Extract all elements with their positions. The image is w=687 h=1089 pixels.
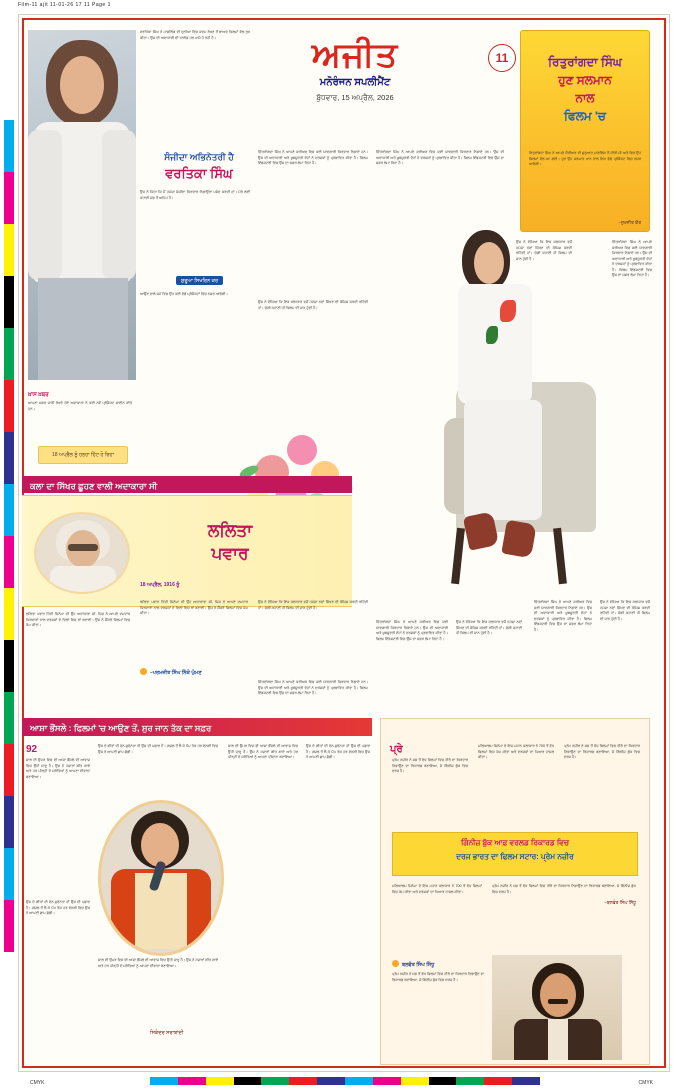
printer-mark-top: Film-11 ajit 11-01-26 17 11 Page 1 [18,2,111,8]
sidebar-note [28,392,132,412]
chitrangada-body-col7: ਚਿੱਤਰਾਂਗਦਾ ਸਿੰਘ ਨੇ ਆਪਣੇ ਕਰੀਅਰ ਵਿਚ ਕਈ ਯਾਦਗਾਰੀ ਕਿਰਦਾਰ ਨਿਭਾਏ ਹਨ। ਉਸ ਦੀ ਅਦਾਕਾਰੀ ਅਤੇ ਖ਼ੂਬਸੂਰਤੀ ਦੋਹਾਂ ਨੇ ਦਰਸ਼ਕਾਂ ਨੂੰ ਪ੍ਰਭਾਵਿਤ ਕੀਤਾ ਹੈ। ਫਿਲਮ ਇੰਡਸਟਰੀ ਵਿਚ ਉਸ ਦਾ ਸਫ਼ਰ ਲੰਮਾ ਰਿਹਾ ਹੈ। [534,600,592,632]
sidebar-note-body: ਆਪਣਾ ਸਫ਼ਰ ਜਾਰੀ ਰੱਖਦੇ ਹੋਏ ਅਦਾਕਾਰਾ ਨੇ ਕਈ ਨਵੇਂ ਪ੍ਰੋਜੈਕਟ ਸਾਈਨ ਕੀਤੇ ਹਨ। [28,401,132,411]
chitrangada-body-col6: ਉਸ ਨੇ ਦੱਸਿਆ ਕਿ ਇਕ ਕਲਾਕਾਰ ਵਜੋਂ ਹਮੇਸ਼ਾ ਨਵਾਂ ਸਿੱਖਣ ਦੀ ਕੋਸ਼ਿਸ਼ ਕਰਦੀ ਰਹਿੰਦੀ ਹਾਂ। ਚੰਗੀ ਕਹਾਣੀ ਹੀ ਫਿਲਮ ਦੀ ਜਾਨ ਹੁੰਦੀ ਹੈ। [456,620,522,636]
bullet-icon-2 [392,960,399,967]
lalita-body-col2: ਲਲਿਤਾ ਪਵਾਰ ਹਿੰਦੀ ਸਿਨੇਮਾ ਦੀ ਉਹ ਅਦਾਕਾਰਾ ਸੀ, ਜਿਸ ਨੇ ਆਪਣੇ ਦਮਦਾਰ ਕਿਰਦਾਰਾਂ ਨਾਲ ਦਰਸ਼ਕਾਂ ਦੇ ਦਿਲਾਂ ਵਿਚ ਥਾਂ ਬਣਾਈ। ਉਸ ਨੇ ਸੈਂਕੜੇ ਫਿਲਮਾਂ ਵਿਚ ਕੰਮ ਕੀਤਾ। [140,600,248,616]
promo-box-chitrangada [520,30,650,232]
publication-date: ਬੁੱਧਵਾਰ, 15 ਅਪ੍ਰੈਲ, 2026 [316,93,394,102]
premnazir-body-col5: ਪ੍ਰੇਮ ਨਜ਼ੀਰ ਨੇ ਸਭ ਤੋਂ ਵੱਧ ਫਿਲਮਾਂ ਵਿਚ ਹੀਰੋ ਦਾ ਕਿਰਦਾਰ ਨਿਭਾਉਣ ਦਾ ਰਿਕਾਰਡ ਬਣਾਇਆ, ਜੋ ਗਿੰਨੀਜ਼ ਬੁੱਕ ਵਿਚ ਦਰਜ ਹੈ। [492,884,636,894]
photo-prem-nazir [492,955,622,1060]
premnazir-body-col4: ਮਲਿਆਲਮ ਸਿਨੇਮਾ ਦੇ ਇਸ ਮਹਾਨ ਕਲਾਕਾਰ ਨੇ 700 ਤੋਂ ਵੱਧ ਫਿਲਮਾਂ ਵਿਚ ਕੰਮ ਕੀਤਾ ਅਤੇ ਦਰਸ਼ਕਾਂ ਦਾ ਪਿਆਰ ਹਾਸਲ ਕੀਤਾ। [392,884,482,894]
asha-band-text: ਆਸ਼ਾ ਭੌਂਸਲੇ : ਫਿਲਮਾਂ 'ਚ ਆਉਣ ਤੋਂ, ਸੁਰ ਜਾਨ ਤੱਕ ਦਾ ਸਫ਼ਰ [30,723,212,733]
chitrangada-side-col: ਉਸ ਨੇ ਦੱਸਿਆ ਕਿ ਇਕ ਕਲਾਕਾਰ ਵਜੋਂ ਹਮੇਸ਼ਾ ਨਵਾਂ ਸਿੱਖਣ ਦੀ ਕੋਸ਼ਿਸ਼ ਕਰਦੀ ਰਹਿੰਦੀ ਹਾਂ। ਚੰਗੀ ਕਹਾਣੀ ਹੀ ਫਿਲਮ ਦੀ ਜਾਨ ਹੁੰਦੀ ਹੈ। [516,240,572,261]
cmyk-color-bar [150,1077,540,1085]
chitrangada-side-col2: ਚਿੱਤਰਾਂਗਦਾ ਸਿੰਘ ਨੇ ਆਪਣੇ ਕਰੀਅਰ ਵਿਚ ਕਈ ਯਾਦਗਾਰੀ ਕਿਰਦਾਰ ਨਿਭਾਏ ਹਨ। ਉਸ ਦੀ ਅਦਾਕਾਰੀ ਅਤੇ ਖ਼ੂਬਸੂਰਤੀ ਦੋਹਾਂ ਨੇ ਦਰਸ਼ਕਾਂ ਨੂੰ ਪ੍ਰਭਾਵਿਤ ਕੀਤਾ ਹੈ। ਫਿਲਮ ਇੰਡਸਟਰੀ ਵਿਚ ਉਸ ਦਾ ਸਫ਼ਰ ਲੰਮਾ ਰਿਹਾ ਹੈ। [612,240,652,278]
chitrangada-body-col8: ਉਸ ਨੇ ਦੱਸਿਆ ਕਿ ਇਕ ਕਲਾਕਾਰ ਵਜੋਂ ਹਮੇਸ਼ਾ ਨਵਾਂ ਸਿੱਖਣ ਦੀ ਕੋਸ਼ਿਸ਼ ਕਰਦੀ ਰਹਿੰਦੀ ਹਾਂ। ਚੰਗੀ ਕਹਾਣੀ ਹੀ ਫਿਲਮ ਦੀ ਜਾਨ ਹੁੰਦੀ ਹੈ। [600,600,650,621]
asha-caption: ਸਿਕੰਦਰ ਸਰਾਬਾਂਦੀ [150,1030,184,1036]
printer-mark-bottom-left: CMYK [30,1080,45,1086]
asha-body-col4: ਉਸ ਦੇ ਗੀਤਾਂ ਦੀ ਵੰਨ-ਸੁਵੰਨਤਾ ਹੀ ਉਸ ਦੀ ਪਛਾਣ ਹੈ। ਗ਼ਜ਼ਲ ਤੋਂ ਲੈ ਕੇ ਪੌਪ ਤੱਕ ਹਰ ਵੰਨਗੀ ਵਿਚ ਉਸ ਨੇ ਆਪਣੀ ਛਾਪ ਛੱਡੀ। [306,744,370,760]
printer-mark-bottom-right: CMYK [638,1080,653,1086]
lalita-body-col1: ਲਲਿਤਾ ਪਵਾਰ ਹਿੰਦੀ ਸਿਨੇਮਾ ਦੀ ਉਹ ਅਦਾਕਾਰਾ ਸੀ, ਜਿਸ ਨੇ ਆਪਣੇ ਦਮਦਾਰ ਕਿਰਦਾਰਾਂ ਨਾਲ ਦਰਸ਼ਕਾਂ ਦੇ ਦਿਲਾਂ ਵਿਚ ਥਾਂ ਬਣਾਈ। ਉਸ ਨੇ ਸੈਂਕੜੇ ਫਿਲਮਾਂ ਵਿਚ ਕੰਮ ਕੀਤਾ। [26,612,130,628]
vartika-body-bottom: ਆਉਣ ਵਾਲੇ ਸਮੇਂ ਵਿਚ ਉਹ ਕਈ ਵੱਡੇ ਪ੍ਰੋਜੈਕਟਾਂ ਵਿਚ ਨਜ਼ਰ ਆਵੇਗੀ। [140,292,228,296]
chitrangada-body-col2: ਚਿੱਤਰਾਂਗਦਾ ਸਿੰਘ ਨੇ ਆਪਣੇ ਕਰੀਅਰ ਵਿਚ ਕਈ ਯਾਦਗਾਰੀ ਕਿਰਦਾਰ ਨਿਭਾਏ ਹਨ। ਉਸ ਦੀ ਅਦਾਕਾਰੀ ਅਤੇ ਖ਼ੂਬਸੂਰਤੀ ਦੋਹਾਂ ਨੇ ਦਰਸ਼ਕਾਂ ਨੂੰ ਪ੍ਰਭਾਵਿਤ ਕੀਤਾ ਹੈ। ਫਿਲਮ ਇੰਡਸਟਰੀ ਵਿਚ ਉਸ ਦਾ ਸਫ਼ਰ ਲੰਮਾ ਰਿਹਾ ਹੈ। [376,150,504,166]
promo-line-3: ਨਾਲ [575,91,595,105]
asha-drop-cap: 92 [26,744,38,755]
photo-vartika-singh [28,30,136,380]
vartika-body-mid: ਉਸ ਨੇ ਕਿਹਾ ਕਿ ਮੈਂ ਹਮੇਸ਼ਾ ਸੰਜੀਦਾ ਕਿਰਦਾਰ ਨਿਭਾਉਣਾ ਪਸੰਦ ਕਰਦੀ ਹਾਂ। ਮੇਰੇ ਲਈ ਕਹਾਣੀ ਸਭ ਤੋਂ ਅਹਿਮ ਹੈ। [140,190,250,200]
premnazir-band-line2: ਦਰਜ ਭਾਰਤ ਦਾ ਫਿਲਮ ਸਟਾਰ: ਪ੍ਰੇਮ ਨਜ਼ੀਰ [456,852,574,861]
premnazir-highlight-band [392,832,638,876]
photo-lalita-pawar [34,512,130,594]
promo-line-4: ਫਿਲਮ 'ਚ [564,109,606,123]
premnazir-body-col3: ਪ੍ਰੇਮ ਨਜ਼ੀਰ ਨੇ ਸਭ ਤੋਂ ਵੱਧ ਫਿਲਮਾਂ ਵਿਚ ਹੀਰੋ ਦਾ ਕਿਰਦਾਰ ਨਿਭਾਉਣ ਦਾ ਰਿਕਾਰਡ ਬਣਾਇਆ, ਜੋ ਗਿੰਨੀਜ਼ ਬੁੱਕ ਵਿਚ ਦਰਜ ਹੈ। [564,744,640,760]
photo-asha-bhosle [98,800,224,956]
premnazir-author-tag: ਬਲਵੰਤ ਸਿੰਘ ਸਿੱਧੂ [392,960,434,968]
premnazir-body-col1: ਪ੍ਰੇਮ ਨਜ਼ੀਰ ਨੇ ਸਭ ਤੋਂ ਵੱਧ ਫਿਲਮਾਂ ਵਿਚ ਹੀਰੋ ਦਾ ਕਿਰਦਾਰ ਨਿਭਾਉਣ ਦਾ ਰਿਕਾਰਡ ਬਣਾਇਆ, ਜੋ ਗਿੰਨੀਜ਼ ਬੁੱਕ ਵਿਚ ਦਰਜ ਹੈ। [392,758,468,774]
chitrangada-body-col4: ਚਿੱਤਰਾਂਗਦਾ ਸਿੰਘ ਨੇ ਆਪਣੇ ਕਰੀਅਰ ਵਿਚ ਕਈ ਯਾਦਗਾਰੀ ਕਿਰਦਾਰ ਨਿਭਾਏ ਹਨ। ਉਸ ਦੀ ਅਦਾਕਾਰੀ ਅਤੇ ਖ਼ੂਬਸੂਰਤੀ ਦੋਹਾਂ ਨੇ ਦਰਸ਼ਕਾਂ ਨੂੰ ਪ੍ਰਭਾਵਿਤ ਕੀਤਾ ਹੈ। ਫਿਲਮ ਇੰਡਸਟਰੀ ਵਿਚ ਉਸ ਦਾ ਸਫ਼ਰ ਲੰਮਾ ਰਿਹਾ ਹੈ। [258,680,368,696]
premnazir-body-col6: ਪ੍ਰੇਮ ਨਜ਼ੀਰ ਨੇ ਸਭ ਤੋਂ ਵੱਧ ਫਿਲਮਾਂ ਵਿਚ ਹੀਰੋ ਦਾ ਕਿਰਦਾਰ ਨਿਭਾਉਣ ਦਾ ਰਿਕਾਰਡ ਬਣਾਇਆ, ਜੋ ਗਿੰਨੀਜ਼ ਬੁੱਕ ਵਿਚ ਦਰਜ ਹੈ। [392,972,484,982]
premnazir-band-line1: ਗਿੰਨੀਜ਼ ਬੁੱਕ ਆਫ਼ ਵਰਲਡ ਰਿਕਾਰਡ ਵਿਚ [460,838,570,847]
sidebar-yellow-box: 18 ਅਪ੍ਰੈਲ ਨੂੰ ਹਨ੍ਹਾ ਹਿੱਟ ਹੋ ਰਿਹਾ [38,446,128,464]
asha-body-col1b: ਉਸ ਦੇ ਗੀਤਾਂ ਦੀ ਵੰਨ-ਸੁਵੰਨਤਾ ਹੀ ਉਸ ਦੀ ਪਛਾਣ ਹੈ। ਗ਼ਜ਼ਲ ਤੋਂ ਲੈ ਕੇ ਪੌਪ ਤੱਕ ਹਰ ਵੰਨਗੀ ਵਿਚ ਉਸ ਨੇ ਆਪਣੀ ਛਾਪ ਛੱਡੀ। [26,900,90,916]
lalita-date-note: 18 ਅਪ੍ਰੈਲ, 1916 ਨੂੰ [140,582,180,588]
chitrangada-body-col1b: ਉਸ ਨੇ ਦੱਸਿਆ ਕਿ ਇਕ ਕਲਾਕਾਰ ਵਜੋਂ ਹਮੇਸ਼ਾ ਨਵਾਂ ਸਿੱਖਣ ਦੀ ਕੋਸ਼ਿਸ਼ ਕਰਦੀ ਰਹਿੰਦੀ ਹਾਂ। ਚੰਗੀ ਕਹਾਣੀ ਹੀ ਫਿਲਮ ਦੀ ਜਾਨ ਹੁੰਦੀ ਹੈ। [258,300,368,310]
asha-body-col2: ਉਸ ਦੇ ਗੀਤਾਂ ਦੀ ਵੰਨ-ਸੁਵੰਨਤਾ ਹੀ ਉਸ ਦੀ ਪਛਾਣ ਹੈ। ਗ਼ਜ਼ਲ ਤੋਂ ਲੈ ਕੇ ਪੌਪ ਤੱਕ ਹਰ ਵੰਨਗੀ ਵਿਚ ਉਸ ਨੇ ਆਪਣੀ ਛਾਪ ਛੱਡੀ। [98,744,218,754]
chitrangada-body-col5: ਚਿੱਤਰਾਂਗਦਾ ਸਿੰਘ ਨੇ ਆਪਣੇ ਕਰੀਅਰ ਵਿਚ ਕਈ ਯਾਦਗਾਰੀ ਕਿਰਦਾਰ ਨਿਭਾਏ ਹਨ। ਉਸ ਦੀ ਅਦਾਕਾਰੀ ਅਤੇ ਖ਼ੂਬਸੂਰਤੀ ਦੋਹਾਂ ਨੇ ਦਰਸ਼ਕਾਂ ਨੂੰ ਪ੍ਰਭਾਵਿਤ ਕੀਤਾ ਹੈ। ਫਿਲਮ ਇੰਡਸਟਰੀ ਵਿਚ ਉਸ ਦਾ ਸਫ਼ਰ ਲੰਮਾ ਰਿਹਾ ਹੈ। [376,620,448,641]
premnazir-sign: –ਬਲਵੰਤ ਸਿੰਘ ਸਿੱਧੂ [604,900,636,905]
chitrangada-author-tag: –ਪਰਮਜੀਤ ਸਿੰਘ ਨਿੱਕੇ ਘੁੰਮਣ [140,668,202,676]
photo-chitrangada-singh [400,222,600,622]
promo-line-2: ਹੁਣ ਸਲਮਾਨ [558,73,612,87]
lalita-name-line2: ਪਵਾਰ [211,543,249,563]
premnazir-drop-cap: ਪ੍ਰੇ [390,744,403,755]
asha-body-col1: ਸਾਲ ਦੀ ਉਮਰ ਵਿਚ ਵੀ ਆਸ਼ਾ ਭੌਂਸਲੇ ਦੀ ਆਵਾਜ਼ ਵਿਚ ਉਹੀ ਜਾਦੂ ਹੈ। ਉਸ ਨੇ ਹਜ਼ਾਰਾਂ ਗੀਤ ਗਾਏ ਅਤੇ ਹਰ ਪੀੜ੍ਹੀ ਦੇ ਸਰੋਤਿਆਂ ਨੂੰ ਆਪਣਾ ਦੀਵਾਨਾ ਬਣਾਇਆ। [26,758,90,779]
promo-byline: –ਸੁਖਜੀਤ ਕੌਰ [618,220,641,225]
supplement-title: ਮਨੋਰੰਜਨ ਸਪਲੀਮੈਂਟ [319,77,391,88]
asha-body-col3: ਸਾਲ ਦੀ ਉਮਰ ਵਿਚ ਵੀ ਆਸ਼ਾ ਭੌਂਸਲੇ ਦੀ ਆਵਾਜ਼ ਵਿਚ ਉਹੀ ਜਾਦੂ ਹੈ। ਉਸ ਨੇ ਹਜ਼ਾਰਾਂ ਗੀਤ ਗਾਏ ਅਤੇ ਹਰ ਪੀੜ੍ਹੀ ਦੇ ਸਰੋਤਿਆਂ ਨੂੰ ਆਪਣਾ ਦੀਵਾਨਾ ਬਣਾਇਆ। [228,744,298,760]
lalita-band [22,476,352,493]
promo-body: ਰਿਤੁਰਾਂਗਦਾ ਸਿੰਘ ਨੇ ਆਪਣੇ ਕੈਰੀਅਰ ਦੀ ਸ਼ੁਰੂਆਤ ਮਾਡਲਿੰਗ ਤੋਂ ਕੀਤੀ ਸੀ ਅਤੇ ਫਿਰ ਉਹ ਫਿਲਮਾਂ ਵੱਲ ਆ ਗਈ। ਹੁਣ ਉਹ ਸਲਮਾਨ ਖਾਨ ਨਾਲ ਇਕ ਵੱਡੇ ਪ੍ਰੋਜੈਕਟ ਵਿਚ ਨਜ਼ਰ ਆਵੇਗੀ। [529,151,641,167]
vartika-heading [140,152,258,182]
vartika-body-top: ਵਰਤਿਕਾ ਸਿੰਘ ਨੇ ਮਾਡਲਿੰਗ ਦੀ ਦੁਨੀਆ ਵਿਚ ਕਦਮ ਰੱਖਣ ਤੋਂ ਬਾਅਦ ਫਿਲਮਾਂ ਵੱਲ ਰੁਖ ਕੀਤਾ। ਉਸ ਦੀ ਅਦਾਕਾਰੀ ਦੀ ਤਾਰੀਫ਼ ਹਰ ਪਾਸੇ ਹੋ ਰਹੀ ਹੈ। [140,30,250,40]
vartika-headline: ਵਰਤਿਕਾ ਸਿੰਘ [165,166,233,181]
bullet-icon [140,668,147,675]
left-color-rule [4,120,14,940]
lalita-name [150,520,310,566]
newspaper-logo: ਅਜੀਤ [311,36,399,74]
chitrangada-body-col3: ਉਸ ਨੇ ਦੱਸਿਆ ਕਿ ਇਕ ਕਲਾਕਾਰ ਵਜੋਂ ਹਮੇਸ਼ਾ ਨਵਾਂ ਸਿੱਖਣ ਦੀ ਕੋਸ਼ਿਸ਼ ਕਰਦੀ ਰਹਿੰਦੀ ਹਾਂ। ਚੰਗੀ ਕਹਾਣੀ ਹੀ ਫਿਲਮ ਦੀ ਜਾਨ ਹੁੰਦੀ ਹੈ। [258,600,368,610]
asha-band [22,718,372,736]
vartika-tag: ਸ਼ੁਰੂਆ ਸਿਖਰਿਨ ਕਰ [176,276,223,285]
masthead [255,38,455,103]
vartika-kicker: ਸੰਜੀਦਾ ਅਭਿਨੇਤਰੀ ਹੈ [164,152,234,162]
lalita-band-text: ਕਲਾ ਦਾ ਸਿੱਖਰ ਛੂਹਣ ਵਾਲੀ ਅਦਾਕਾਰਾ ਸੀ [30,481,158,491]
premnazir-body-col2: ਮਲਿਆਲਮ ਸਿਨੇਮਾ ਦੇ ਇਸ ਮਹਾਨ ਕਲਾਕਾਰ ਨੇ 700 ਤੋਂ ਵੱਧ ਫਿਲਮਾਂ ਵਿਚ ਕੰਮ ਕੀਤਾ ਅਤੇ ਦਰਸ਼ਕਾਂ ਦਾ ਪਿਆਰ ਹਾਸਲ ਕੀਤਾ। [478,744,554,760]
promo-line-1: ਰਿਤੁਰਾਂਗਦਾ ਸਿੰਘ [548,55,622,69]
asha-body-col2b: ਸਾਲ ਦੀ ਉਮਰ ਵਿਚ ਵੀ ਆਸ਼ਾ ਭੌਂਸਲੇ ਦੀ ਆਵਾਜ਼ ਵਿਚ ਉਹੀ ਜਾਦੂ ਹੈ। ਉਸ ਨੇ ਹਜ਼ਾਰਾਂ ਗੀਤ ਗਾਏ ਅਤੇ ਹਰ ਪੀੜ੍ਹੀ ਦੇ ਸਰੋਤਿਆਂ ਨੂੰ ਆਪਣਾ ਦੀਵਾਨਾ ਬਣਾਇਆ। [98,958,218,968]
page-number-badge: 11 [488,44,516,72]
lalita-name-line1: ਲਲਿਤਾ [207,521,253,540]
sidebar-note-title: ਖ਼ਾਸ ਖ਼ਬਰ [28,392,49,398]
chitrangada-body-col1: ਚਿੱਤਰਾਂਗਦਾ ਸਿੰਘ ਨੇ ਆਪਣੇ ਕਰੀਅਰ ਵਿਚ ਕਈ ਯਾਦਗਾਰੀ ਕਿਰਦਾਰ ਨਿਭਾਏ ਹਨ। ਉਸ ਦੀ ਅਦਾਕਾਰੀ ਅਤੇ ਖ਼ੂਬਸੂਰਤੀ ਦੋਹਾਂ ਨੇ ਦਰਸ਼ਕਾਂ ਨੂੰ ਪ੍ਰਭਾਵਿਤ ਕੀਤਾ ਹੈ। ਫਿਲਮ ਇੰਡਸਟਰੀ ਵਿਚ ਉਸ ਦਾ ਸਫ਼ਰ ਲੰਮਾ ਰਿਹਾ ਹੈ। [258,150,368,166]
promo-headline [521,53,649,125]
